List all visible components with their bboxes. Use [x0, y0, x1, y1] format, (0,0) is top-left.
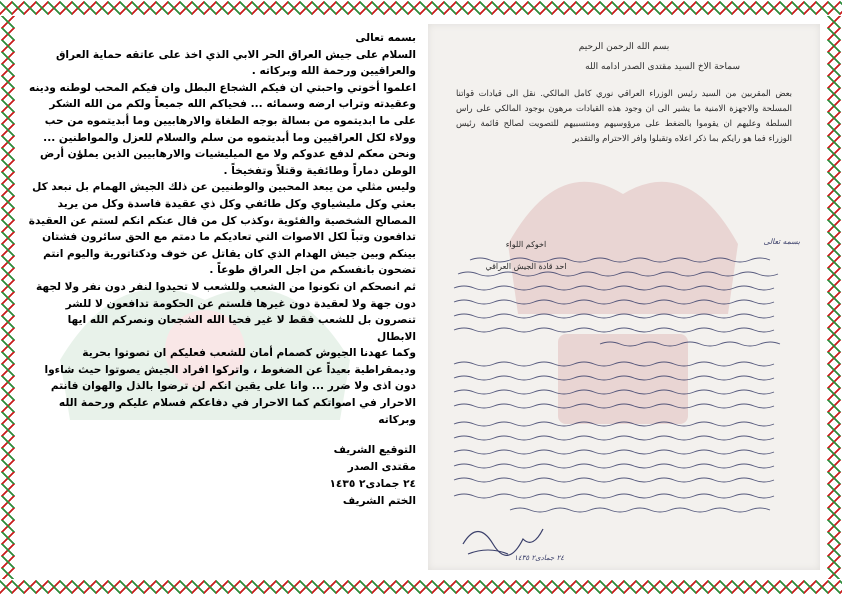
- signature-name: مقتدى الصدر: [347, 461, 416, 474]
- typed-letter: [28, 30, 416, 570]
- scan-addressee: سماحة الاخ السيد مقتدى الصدر ادامه الله: [585, 62, 740, 72]
- signature-label: التوقيع الشريف: [333, 444, 416, 457]
- typed-paragraph-2: وليس مثلي من يبعد المحبين والوطنيين عن ذلك الجيش الهمام بل نبعد كل بعثي وكل مليشياوي وكل طائفي وكل ذي عقيدة فاسدة وكل من يريد المصالح الشخصية والفئوية ،وكذب كل من قال عنكم انكم لستم عن العقيدة تدافعون وتباً لكل الاصوات التي تعاديكم ما دمتم مع الحق سائرون فشتان بينكم وبين جيش الهدام الذي كان يقاتل عن خوف ودكتاتورية واليوم انتم تضحون بانفسكم من اجل العراق طوعاً .: [28, 181, 416, 277]
- scan-sender-role: اخوكم اللواء: [505, 240, 547, 249]
- typed-heading: بسمه تعالى: [355, 32, 416, 44]
- scan-sender-org: احد قادة الجيش العراقي: [485, 262, 567, 271]
- signature-date: ٢٤ جمادى٢ ١٤٣٥: [329, 478, 416, 491]
- typed-signature: [28, 442, 416, 510]
- decorative-border-bottom: [0, 579, 842, 595]
- decorative-border-left: [0, 16, 16, 579]
- typed-paragraph-1: اعلموا أخوتي واحبتي ان فيكم الشجاع البطل وان فيكم المحب لوطنه ودينه وعقيدته وتراب ارضه وسمائه ... فحياكم الله جميعاً ولكم من الله الشكر على ما ابديتموه من بسالة بوجه الطغاة والارهابيين وما أبديتموه من حب وولاء لكل العراقيين وما أبديتموه من سلم والسلام للعزل والمواطنين ... ونحن معكم لدفع عدوكم ولا مع الميليشيات والارهابيين الذين يملؤن أرض الوطن دماراً وطائفية وقتلاً وتفخيخاً .: [29, 81, 416, 177]
- decorative-border-top: [0, 0, 842, 16]
- typed-paragraph-3: ثم انصحكم ان تكونوا من الشعب وللشعب لا تحيدوا لنفر دون نفر ولا لجهة دون جهة ولا لعقيدة دون غيرها فلستم عن الحكومة تدافعون لا للشر تنصرون بل للشعب فقط لا غير فحيا الله الشجعان ونصركم الله ايها الابطال: [35, 280, 416, 343]
- signature-seal-label: الختم الشريف: [342, 495, 416, 508]
- handwritten-heading: بسمه تعالى: [763, 237, 800, 246]
- typed-greeting: السلام على جيش العراق الحر الابي الذي اخذ على عاتقه حماية العراق والعراقيين ورحمة الله وبركاته .: [55, 48, 416, 78]
- scan-basmala: بسم الله الرحمن الرحيم: [578, 42, 670, 52]
- scanned-letter-image: [428, 24, 820, 570]
- handwritten-reply: [450, 252, 800, 514]
- typed-paragraph-4: وكما عهدنا الجيوش كصمام أمان للشعب فعليكم ان تصوتوا بحرية وديمقراطية بعيداً عن الضغوط ، واتركوا افراد الجيش يصوتوا حيث شاءوا دون اذى ولا ضرر ... وانا على يقين انكم لن ترضوا بالذل والهوان فانتم الاحرار في اصواتكم كما الاحرار في دفاعكم فسلام عليكم ورحمة الله وبركاته: [44, 347, 416, 426]
- handwritten-date: ٢٤ جمادى٢ ١٤٣٥: [514, 554, 564, 562]
- decorative-border-right: [826, 16, 842, 579]
- scan-body: بعض المقربين من السيد رئيس الوزراء العراقي نوري كامل المالكي. نقل الى قيادات قواتنا المسلحة والاجهزة الامنية ما يشير الى ان وجود هذه القيادات مرهون بوجود المالكي على راس السلطة وعليهم ان يقوموا بالضغط على مرؤوسيهم ومنتسبيهم للتصويت لصالح قائمة رئيس الوزراء فما هو رايكم بما ذكر اعلاه وتقبلوا وافر الاحترام والتقدير: [456, 88, 792, 143]
